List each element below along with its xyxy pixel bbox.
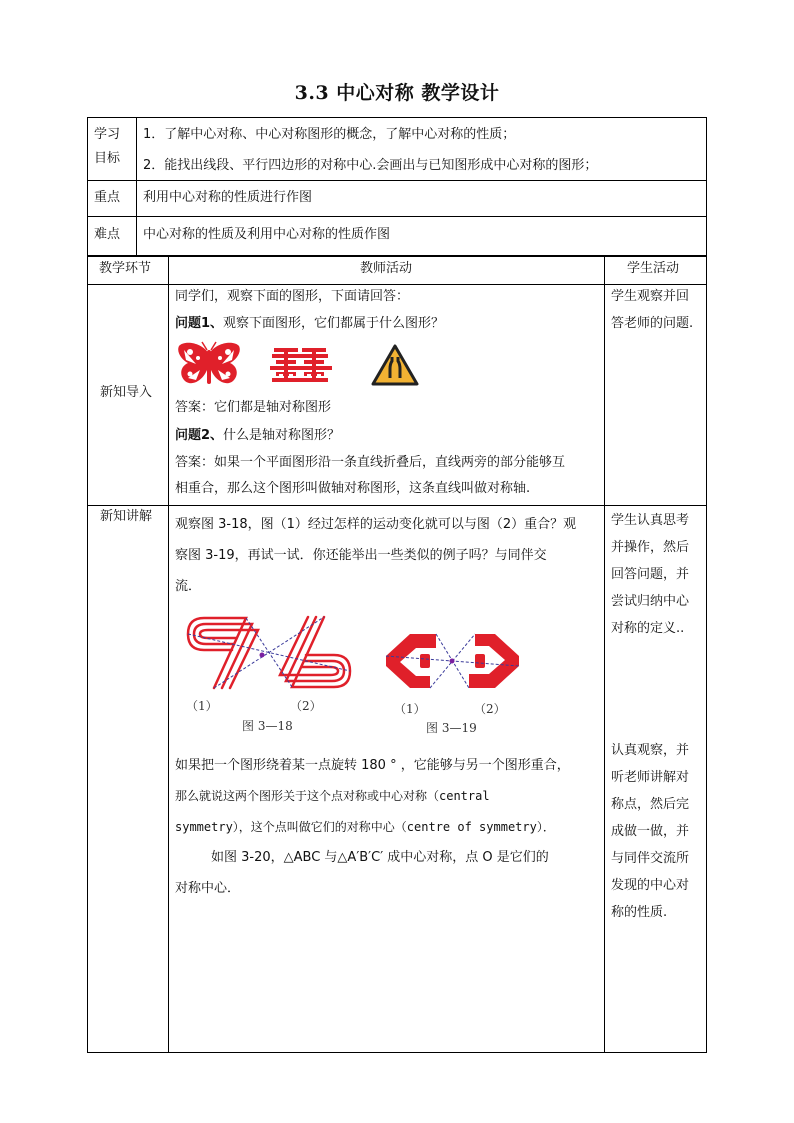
answer-2-line-1: 答案：如果一个平面图形沿一条直线折叠后，直线两旁的部分能够互 (175, 455, 566, 470)
definition-line-2: 那么就说这两个图形关于这个点对称或中心对称（central (175, 789, 490, 803)
header-stage: 教学环节 (99, 261, 152, 276)
student-activity-2a-line: 回答问题，并 (611, 567, 690, 582)
student-activity-2a (611, 507, 706, 642)
question-1-text: 观察下面图形，它们都属于什么图形？ (223, 316, 445, 331)
figure-3-18 (184, 610, 354, 695)
stage-explain: 新知讲解 (100, 509, 153, 524)
key-point-label: 重点 (94, 190, 121, 205)
key-point-text: 利用中心对称的性质进行作图 (143, 190, 313, 205)
difficulty-label: 难点 (94, 227, 121, 242)
example-line-2: 对称中心． (175, 881, 241, 896)
question-2 (175, 428, 340, 444)
fig19-sub-2: （2） (474, 702, 506, 716)
student-activity-1-line-1: 学生观察并回 (611, 289, 690, 304)
student-activity-2a-line: 学生认真思考 (611, 513, 690, 528)
student-activity-2b (611, 737, 706, 926)
butterfly-papercut-icon (176, 340, 242, 390)
example-line-1: 如图 3-20，△ABC 与△A′B′C′ 成中心对称，点 O 是它们的 (211, 850, 549, 865)
goals-label-2: 目标 (94, 151, 121, 166)
student-activity-2b-line: 与同伴交流所 (611, 851, 690, 866)
goal-item-2: 2．能找出线段、平行四边形的对称中心.会画出与已知图形成中心对称的图形； (143, 158, 598, 173)
fig18-caption: 图 3—18 (242, 719, 293, 733)
header-col-divider (136, 117, 137, 256)
student-activity-2a-line: 尝试归纳中心 (611, 594, 690, 609)
student-activity-1-line-2: 答老师的问题. (611, 316, 694, 331)
header-student: 学生活动 (627, 261, 680, 276)
fig18-sub-1: （1） (186, 699, 218, 713)
question-2-text: 什么是轴对称图形？ (223, 428, 341, 443)
figure-3-19 (380, 626, 525, 701)
observe-line-2: 察图 3-19，再试一试．你还能举出一些类似的例子吗？与同伴交 (175, 548, 547, 563)
road-narrows-sign-icon (371, 344, 419, 386)
page-title: 3.3 中心对称 教学设计 (294, 82, 500, 104)
student-activity-2b-line: 认真观察，并 (611, 743, 690, 758)
definition-line-3: symmetry），这个点叫做它们的对称中心（centre of symmetry）． (175, 820, 555, 834)
goal-item-1: 1．了解中心对称、中心对称图形的概念，了解中心对称的性质； (143, 127, 516, 142)
definition-line-1: 如果把一个图形绕着某一点旋转 180 ° ，它能够与另一个图形重合， (175, 758, 570, 773)
intro-text: 同学们，观察下面的图形，下面请回答： (175, 289, 410, 304)
student-activity-2b-line: 发现的中心对 (611, 878, 690, 893)
student-activity-2b-line: 称点，然后完 (611, 797, 690, 812)
student-activity-2a-line: 并操作，然后 (611, 540, 690, 555)
student-activity-2b-line: 称的性质. (611, 905, 668, 920)
fig19-caption: 图 3—19 (426, 721, 477, 735)
question-1-label: 问题1、 (175, 316, 224, 331)
stage-intro: 新知导入 (100, 385, 153, 400)
student-activity-2b-line: 听老师讲解对 (611, 770, 690, 785)
student-activity-2b-line: 成做一做，并 (611, 824, 690, 839)
difficulty-text: 中心对称的性质及利用中心对称的性质作图 (143, 227, 391, 242)
answer-1: 答案：它们都是轴对称图形 (175, 400, 332, 415)
student-activity-2a-line: 对称的定义.. (611, 621, 685, 636)
answer-2-line-2: 相重合，那么这个图形叫做轴对称图形，这条直线叫做对称轴. (175, 481, 531, 496)
goals-label-1: 学习 (94, 127, 121, 142)
header-teacher: 教师活动 (360, 261, 413, 276)
double-happiness-icon (270, 348, 332, 384)
observe-line-1: 观察图 3-18，图（1）经过怎样的运动变化就可以与图（2）重合？观 (175, 517, 577, 532)
fig18-sub-2: （2） (290, 699, 322, 713)
question-1 (175, 316, 444, 332)
fig19-sub-1: （1） (394, 702, 426, 716)
observe-line-3: 流． (175, 579, 202, 594)
question-2-label: 问题2、 (175, 428, 224, 443)
